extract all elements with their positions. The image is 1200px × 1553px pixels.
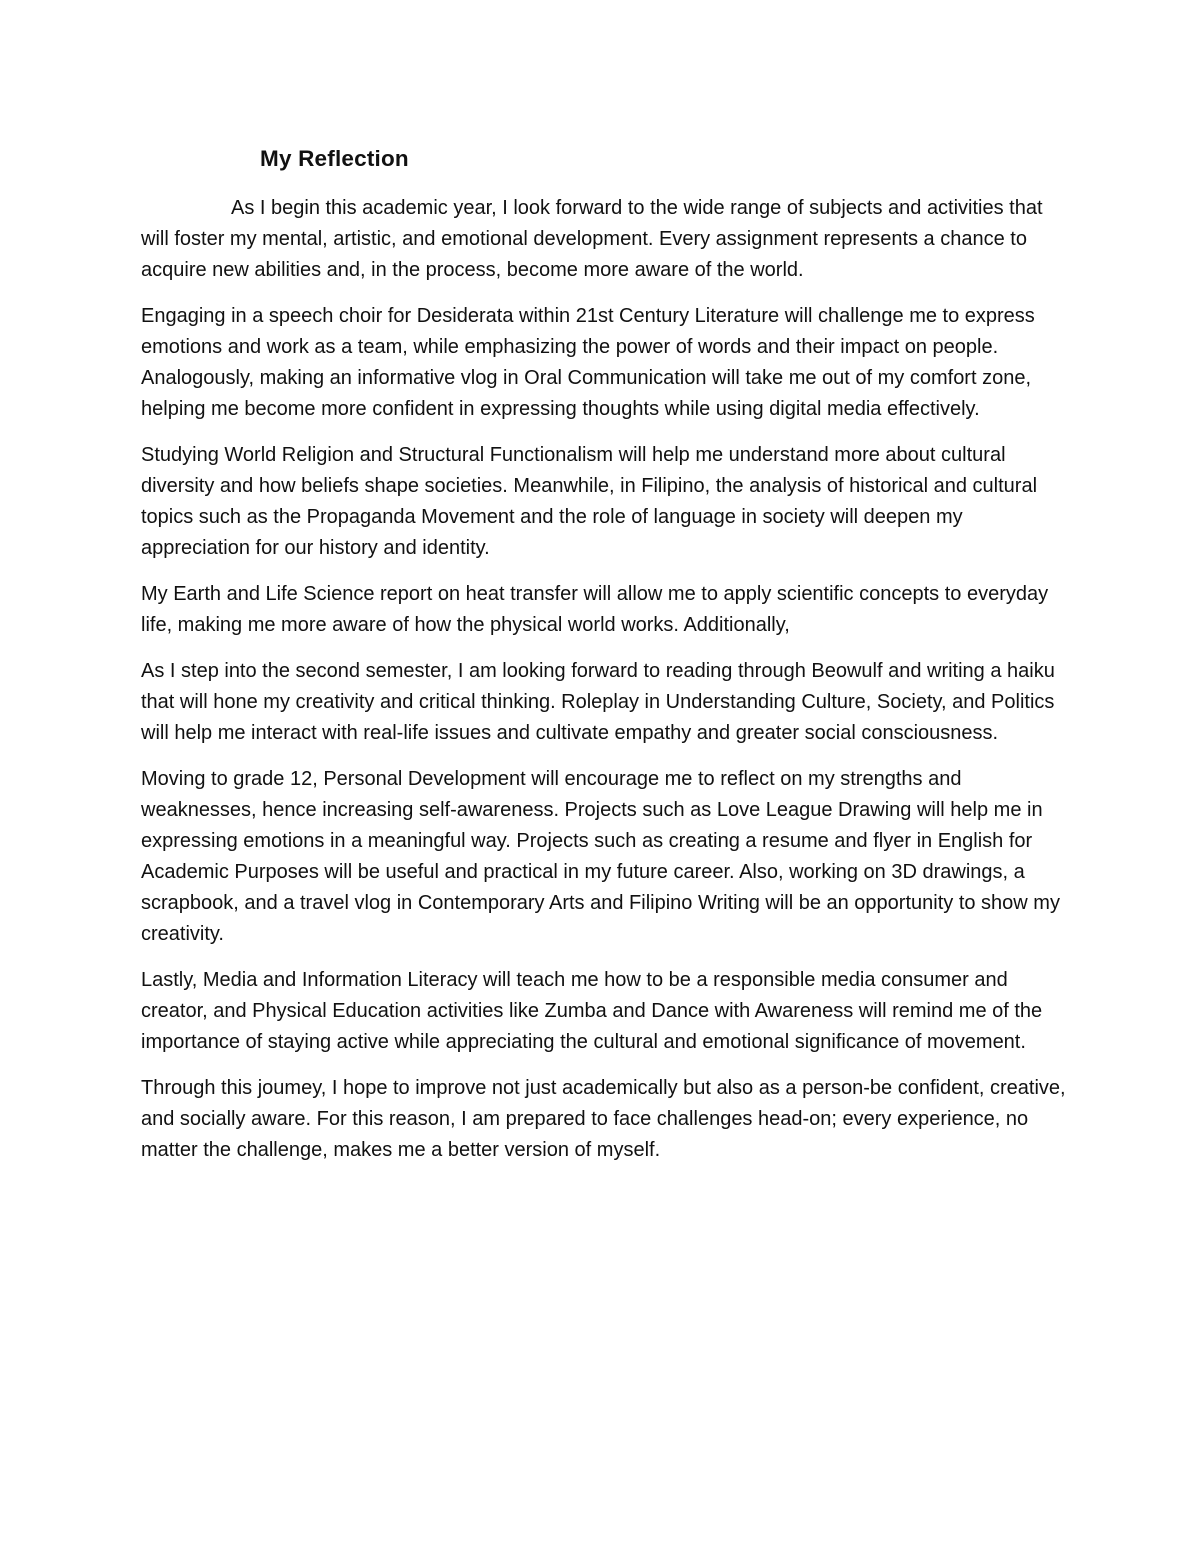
paragraph-grade-12: Moving to grade 12, Personal Development will encourage me to reflect on my strengths and weaknesses, hence increasing self-awareness. Projects such as Love League Drawing will help me in expressing emotions in a meaningful way. Projects such as creating a resume and flyer in English for Academic Purposes will be useful and practical in my future career. Also, working on 3D drawings, a scrapbook, and a travel vlog in Contemporary Arts and Filipino Writing will be an opportunity to show my creativity. xyxy=(141,768,1060,945)
paragraph-second-semester: As I step into the second semester, I am looking forward to reading through Beowulf and writing a haiku that will hone my creativity and critical thinking. Roleplay in Understanding Culture, Society, and Politics will help me interact with real-life issues and cultivate empathy and greater social consciousness. xyxy=(141,660,1055,744)
paragraph-media-physical-education: Lastly, Media and Information Literacy will teach me how to be a responsible media consumer and creator, and Physical Education activities like Zumba and Dance with Awareness will remind me of the importance of staying active while appreciating the cultural and emotional significance of movement. xyxy=(141,969,1043,1053)
document-title: My Reflection xyxy=(260,146,409,171)
document-body xyxy=(141,193,1071,1181)
paragraph-literature-oral-communication: Engaging in a speech choir for Desiderata within 21st Century Literature will challenge me to express emotions and work as a team, while emphasizing the power of words and their impact on people. Analogously, making an informative vlog in Oral Communication will take me out of my comfort zone, helping me become more confident in expressing thoughts while using digital media effectively. xyxy=(141,305,1035,420)
paragraph-conclusion: Through this joumey, I hope to improve not just academically but also as a person-be confident, creative, and socially aware. For this reason, I am prepared to face challenges head-on; every experience, no matter the challenge, makes me a better version of myself. xyxy=(141,1077,1066,1161)
paragraph-earth-life-science: My Earth and Life Science report on heat transfer will allow me to apply scientific concepts to everyday life, making me more aware of how the physical world works. Additionally, xyxy=(141,583,1049,636)
paragraph-religion-filipino: Studying World Religion and Structural Functionalism will help me understand more about cultural diversity and how beliefs shape societies. Meanwhile, in Filipino, the analysis of historical and cultural topics such as the Propaganda Movement and the role of language in society will deepen my appreciation for our history and identity. xyxy=(141,444,1038,559)
paragraph-intro: As I begin this academic year, I look forward to the wide range of subjects and activities that will foster my mental, artistic, and emotional development. Every assignment represents a chance to acquire new abilities and, in the process, become more aware of the world. xyxy=(141,197,1043,281)
